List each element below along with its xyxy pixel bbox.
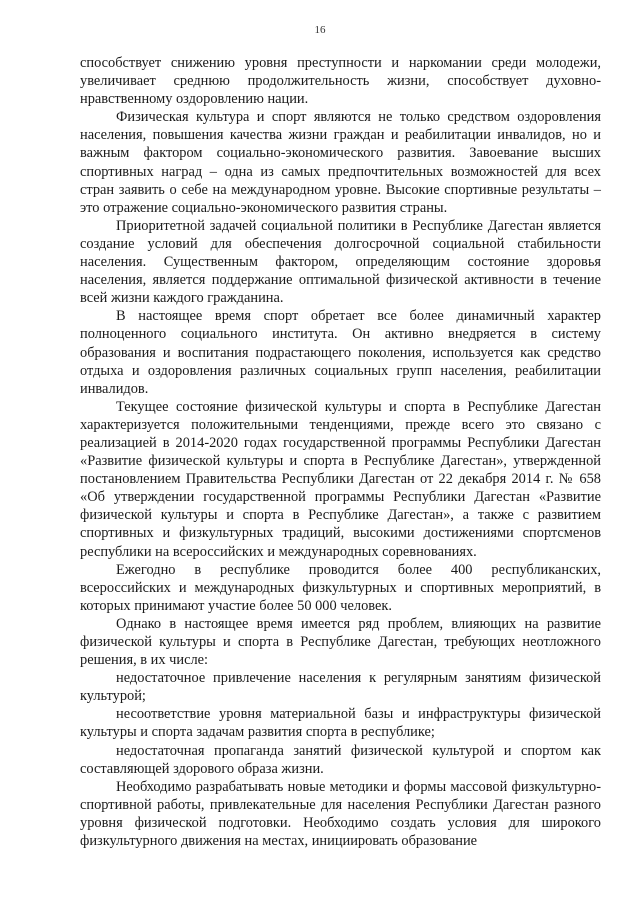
paragraph: Текущее состояние физической культуры и спорта в Республике Дагестан характеризуется положительными тенденциями, прежде всего это связано с реализацией в 2014-2020 годах государственной программы Республики Дагестан «Развитие физической культуры и спорта в Республике Дагестан», утвержденной постановлением Правительства Республики Дагестан от 22 декабря 2014 г. № 658 «Об утверждении государственной программы Республики Дагестан «Развитие физической культуры и спорта в Республике Дагестан», а также с развитием спортивных и физкультурных традиций, высокими достижениями спортсменов республики на всероссийских и международных соревнованиях. [80, 398, 601, 560]
paragraph: В настоящее время спорт обретает все более динамичный характер полноценного социального института. Он активно внедряется в систему образования и воспитания подрастающего поколения, используется как средство отдыха и оздоровления различных социальных групп населения, реабилитации инвалидов. [80, 308, 601, 397]
paragraph: Ежегодно в республике проводится более 400 республиканских, всероссийских и международных физкультурных и спортивных мероприятий, в которых принимают участие более 50 000 человек. [80, 561, 601, 614]
list-item: несоответствие уровня материальной базы и инфраструктуры физической культуры и спорта задачам развития спорта в республике; [80, 706, 601, 741]
list-item: недостаточное привлечение населения к регулярным занятиям физической культурой; [80, 670, 601, 705]
paragraph: Однако в настоящее время имеется ряд проблем, влияющих на развитие физической культуры и спорта в Республике Дагестан, требующих неотложного решения, в их числе: [80, 615, 601, 669]
paragraph: Необходимо разрабатывать новые методики и формы массовой физкультурно-спортивной работы, привлекательные для населения Республики Дагестан разного уровня физической подготовки. Необходимо создать условия для широкого физкультурного движения на местах, инициировать образование [80, 778, 601, 850]
list-item: недостаточная пропаганда занятий физической культурой и спортом как составляющей здорового образа жизни. [80, 742, 601, 777]
document-body [80, 54, 601, 850]
page-number: 16 [314, 24, 326, 36]
paragraph: Приоритетной задачей социальной политики в Республике Дагестан является создание условий для обеспечения долгосрочной социальной стабильности населения. Существенным фактором, определяющим состояние здоровья населения, является поддержание оптимальной физической активности в течение всей жизни каждого гражданина. [80, 217, 601, 307]
paragraph: Физическая культура и спорт являются не только средством оздоровления населения, повышения качества жизни граждан и реабилитации инвалидов, но и важным фактором социально-экономического развития. Завоевание высших спортивных наград – одна из самых предпочтительных возможностей для всех стран заявить о себе на международном уровне. Высокие спортивные результаты – это отражение социально-экономического развития страны. [80, 109, 601, 216]
paragraph: способствует снижению уровня преступности и наркомании среди молодежи, увеличивает среднюю продолжительность жизни, способствует духовно-нравственному оздоровлению нации. [80, 55, 601, 108]
